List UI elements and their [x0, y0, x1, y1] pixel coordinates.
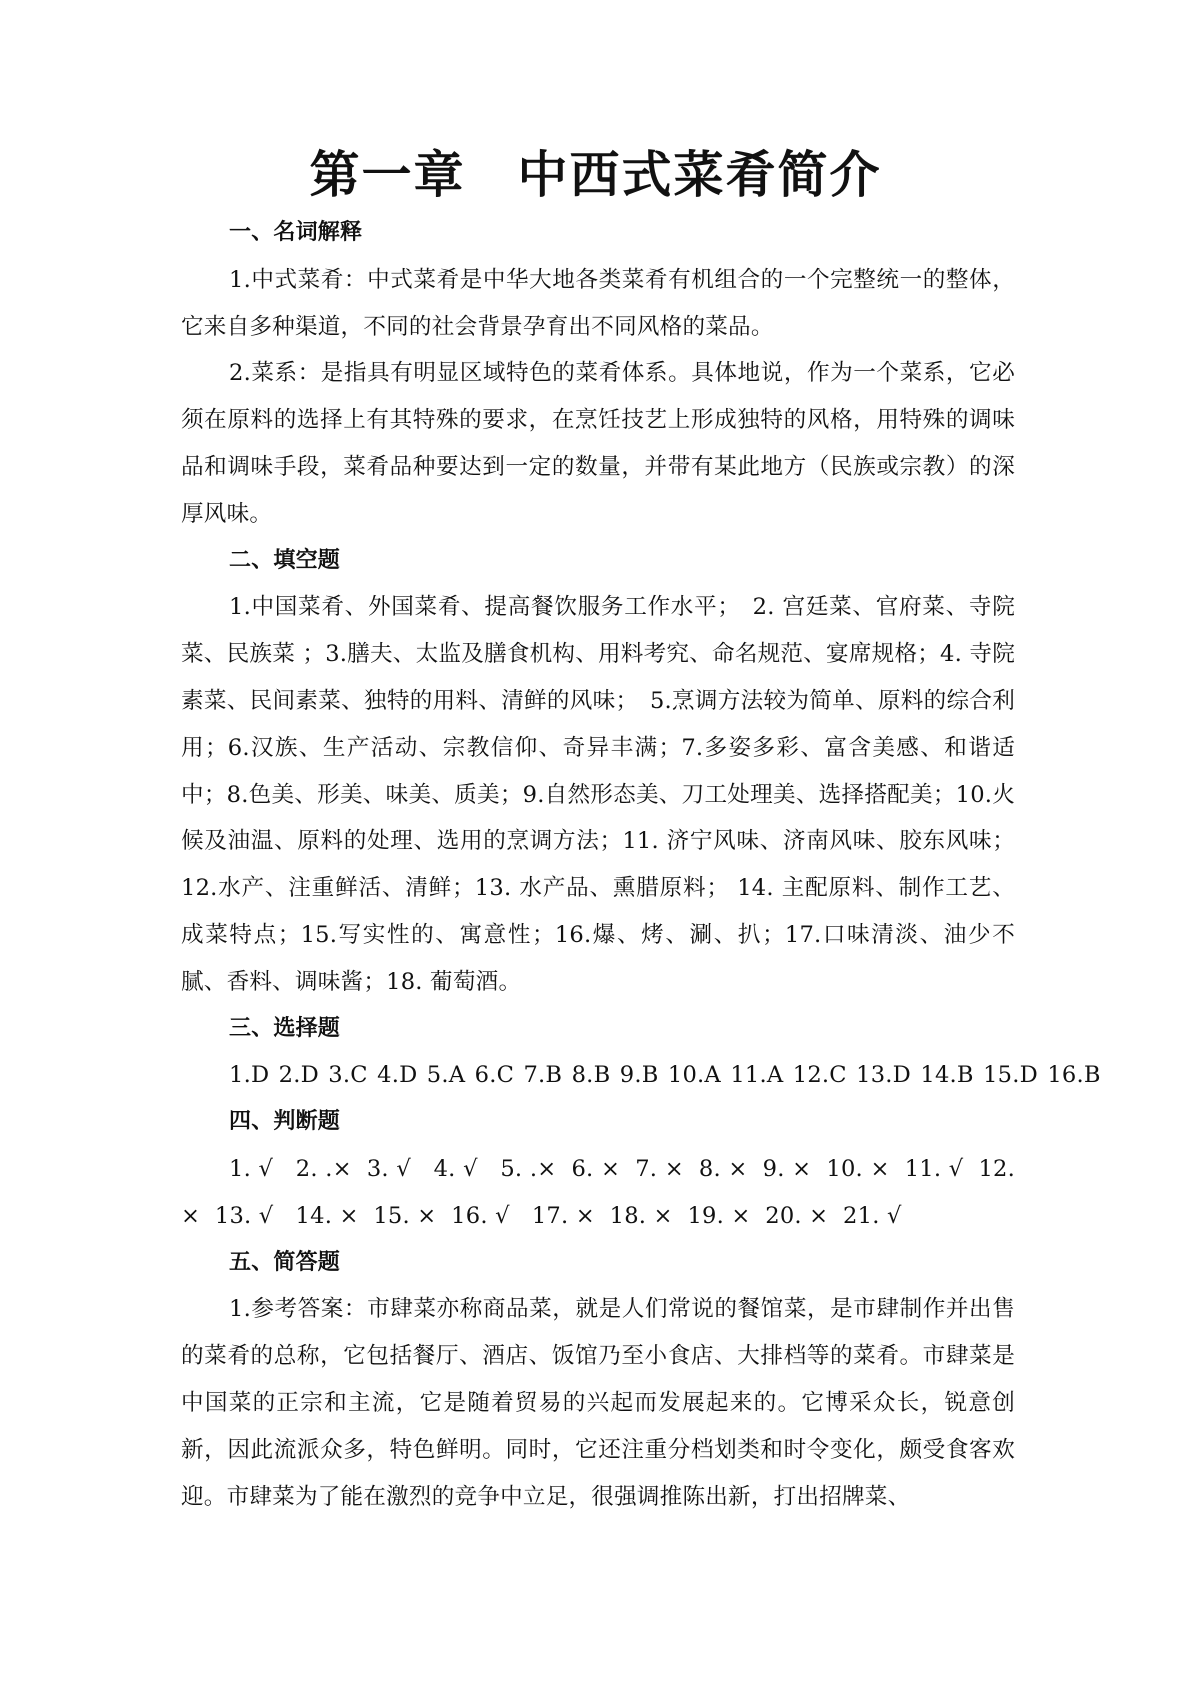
section-heading-choice: 三、选择题 [229, 1015, 341, 1041]
section-heading-short: 五、简答题 [229, 1249, 341, 1275]
section-heading-judge: 四、判断题 [229, 1109, 341, 1135]
judge-answers: 1. √ 2. .× 3. √ 4. √ 5. .× 6. × 7. × 8. × 9. × 10. × 11. √ 12. × 13. √ 14. × 15. × 16. √ 17. × 18. × 19. × 20. × 21. √ [181, 1155, 1023, 1229]
short-answer-1: 1.参考答案：市肆菜亦称商品菜，就是人们常说的餐馆菜，是市肆制作并出售的菜肴的总称，它包括餐厅、酒店、饭馆乃至小食店、大排档等的菜肴。市肆菜是中国菜的正宗和主流，它是随着贸易的兴起而发展起来的。它博采众长，锐意创新，因此流派众多，特色鲜明。同时，它还注重分档划类和时令变化，颇受食客欢迎。市肆菜为了能在激烈的竞争中立足，很强调推陈出新，打出招牌菜、 [181, 1296, 1015, 1510]
term-definition-1: 1.中式菜肴：中式菜肴是中华大地各类菜肴有机组合的一个完整统一的整体，它来自多种渠道，不同的社会背景孕育出不同风格的菜品。 [181, 266, 1015, 340]
document-body [181, 210, 1101, 1520]
fill-blank-answers: 1.中国菜肴、外国菜肴、提高餐饮服务工作水平； 2. 宫廷菜、官府菜、寺院菜、民族菜 ；3.膳夫、太监及膳食机构、用料考究、命名规范、宴席规格；4. 寺院素菜、民间素菜、独特的用料、清鲜的风味； 5.烹调方法较为简单、原料的综合利用；6.汉族、生产活动、宗教信仰、奇异丰满；7.多姿多彩、富含美感、和谐适中；8.色美、形美、味美、质美；9.自然形态美、刀工处理美、选择搭配美；10.火候及油温、原料的处理、选用的烹调方法；11. 济宁风味、济南风味、胶东风味；12.水产、注重鲜活、清鲜；13. 水产品、熏腊原料； 14. 主配原料、制作工艺、成菜特点；15.写实性的、寓意性；16.爆、烤、涮、扒；17.口味清淡、油少不腻、香料、调味酱；18. 葡萄酒。 [181, 594, 1015, 995]
chapter-title: 第一章 中西式菜肴简介 [309, 145, 882, 204]
section-heading-fill: 二、填空题 [229, 547, 341, 573]
section-heading-terms: 一、名词解释 [229, 220, 363, 245]
choice-answers: 1.D 2.D 3.C 4.D 5.A 6.C 7.B 8.B 9.B 10.A 11.A 12.C 13.D 14.B 15.D 16.B [229, 1062, 1101, 1089]
term-definition-2: 2.菜系：是指具有明显区域特色的菜肴体系。具体地说，作为一个菜系，它必须在原料的选择上有其特殊的要求，在烹饪技艺上形成独特的风格，用特殊的调味品和调味手段，菜肴品种要达到一定的数量，并带有某此地方（民族或宗教）的深厚风味。 [181, 360, 1015, 527]
